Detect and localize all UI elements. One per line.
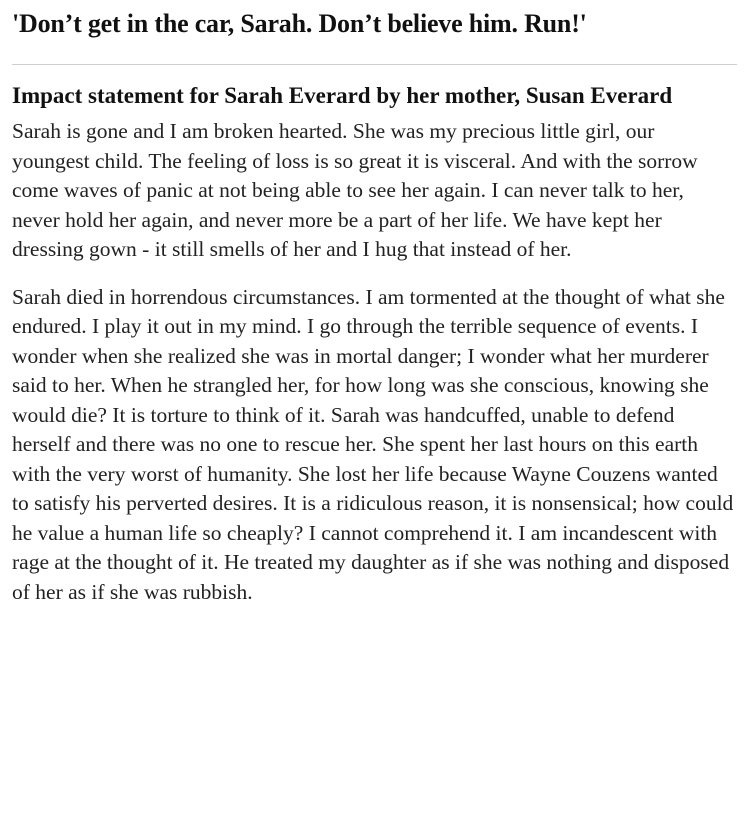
body-paragraph-2: Sarah died in horrendous circumstances. I am tormented at the thought of what she endured. I play it out in my mind. I go through the terrible sequence of events. I wonder when she realized she was in mortal danger; I wonder what her murderer said to her. When he strangled her, for how long was she conscious, knowing she would die? It is torture to think of it. Sarah was handcuffed, unable to defend herself and there was no one to rescue her. She spent her last hours on this earth with the very worst of humanity. She lost her life because Wayne Couzens wanted to satisfy his perverted desires. It is a ridiculous reason, it is nonsensical; how could he value a human life so cheaply? I cannot comprehend it. I am incandescent with rage at the thought of it. He treated my daughter as if she was nothing and disposed of her as if she was rubbish. bbox=[12, 284, 734, 604]
body-paragraph-1: Sarah is gone and I am broken hearted. She was my precious little girl, our youngest child. The feeling of loss is so great it is visceral. And with the sorrow come waves of panic at not being able to see her again. I can never talk to her, never hold her again, and never more be a part of her life. We have kept her dressing gown - it still smells of her and I hug that instead of her. bbox=[12, 119, 698, 261]
section-divider bbox=[12, 64, 737, 65]
section-subheading: Impact statement for Sarah Everard by her mother, Susan Everard bbox=[12, 83, 673, 108]
article-headline: 'Don’t get in the car, Sarah. Don’t believe him. Run!' bbox=[12, 9, 587, 38]
